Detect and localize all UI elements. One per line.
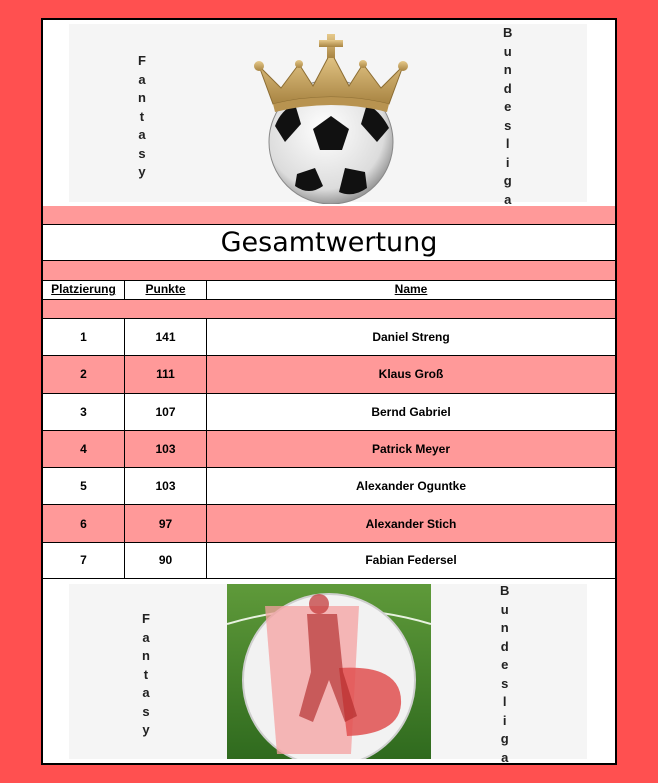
letter: l — [502, 694, 507, 709]
name-cell: Daniel Streng — [372, 330, 450, 345]
rank-cell: 2 — [43, 356, 125, 392]
rank-cell: 6 — [43, 505, 125, 541]
letter: y — [142, 722, 150, 737]
letter: s — [504, 117, 512, 133]
table-row — [43, 318, 615, 355]
top-right-vertical-text — [503, 24, 512, 209]
rank-cell: 1 — [43, 319, 125, 355]
letter: a — [142, 629, 150, 645]
letter: s — [142, 703, 150, 719]
letter: d — [500, 638, 509, 654]
letter: e — [501, 657, 509, 672]
header-name: Name — [394, 282, 428, 296]
name-cell: Bernd Gabriel — [371, 404, 451, 419]
table-row — [43, 467, 615, 504]
title-row — [43, 224, 615, 261]
letter: n — [138, 90, 146, 105]
name-cell: Alexander Stich — [365, 516, 457, 531]
letter: e — [504, 99, 512, 114]
rank-cell: 3 — [43, 394, 125, 430]
name-cell: Fabian Federsel — [365, 553, 457, 568]
table-row — [43, 542, 615, 579]
top-banner — [43, 20, 615, 206]
letter: B — [500, 583, 510, 598]
table-row — [43, 393, 615, 430]
letter: s — [501, 675, 509, 691]
letter: l — [505, 136, 510, 151]
bottom-banner — [43, 580, 615, 763]
top-left-vertical-text — [138, 52, 146, 182]
crowned-soccer-ball-icon — [249, 26, 413, 204]
fantasy-bundesliga-logo-icon — [227, 584, 431, 759]
letter: s — [138, 145, 146, 161]
title-bottom-band — [43, 261, 615, 280]
table-row — [43, 504, 615, 541]
name-cell: Klaus Groß — [378, 367, 444, 382]
letter: n — [503, 62, 512, 77]
name-cell: Patrick Meyer — [371, 442, 451, 457]
points-cell: 90 — [125, 543, 207, 578]
letter: a — [138, 71, 146, 87]
letter: g — [500, 731, 509, 746]
ranking-sheet — [41, 18, 617, 765]
letter: a — [138, 127, 146, 142]
table-row — [43, 355, 615, 392]
title-top-band — [43, 206, 615, 224]
letter: a — [142, 685, 150, 700]
rank-cell: 7 — [43, 543, 125, 578]
points-cell: 107 — [125, 394, 207, 430]
letter: i — [505, 154, 510, 170]
letter: a — [501, 749, 509, 765]
letter: u — [500, 601, 509, 617]
letter: t — [143, 666, 149, 682]
ranking-table — [43, 318, 615, 579]
letter: B — [503, 25, 513, 40]
rank-cell: 4 — [43, 431, 125, 467]
letter: g — [503, 173, 512, 188]
letter: t — [139, 108, 145, 124]
table-header — [43, 280, 615, 300]
letter: n — [142, 648, 150, 663]
points-cell: 103 — [125, 431, 207, 467]
points-cell: 111 — [125, 356, 207, 392]
letter: i — [502, 712, 507, 728]
letter: F — [138, 53, 146, 68]
page-title: Gesamtwertung — [220, 227, 438, 258]
table-row — [43, 430, 615, 467]
letter: u — [503, 43, 512, 59]
header-bottom-band — [43, 300, 615, 318]
letter: a — [504, 191, 512, 207]
bottom-right-vertical-text — [500, 582, 509, 767]
letter: y — [138, 164, 146, 179]
points-cell: 103 — [125, 468, 207, 504]
header-points: Punkte — [125, 281, 207, 299]
points-cell: 97 — [125, 505, 207, 541]
letter: d — [503, 80, 512, 96]
bottom-left-vertical-text — [142, 610, 150, 740]
points-cell: 141 — [125, 319, 207, 355]
letter: n — [500, 620, 509, 635]
letter: F — [142, 611, 150, 626]
name-cell: Alexander Oguntke — [355, 479, 467, 494]
header-rank: Platzierung — [43, 281, 125, 299]
rank-cell: 5 — [43, 468, 125, 504]
